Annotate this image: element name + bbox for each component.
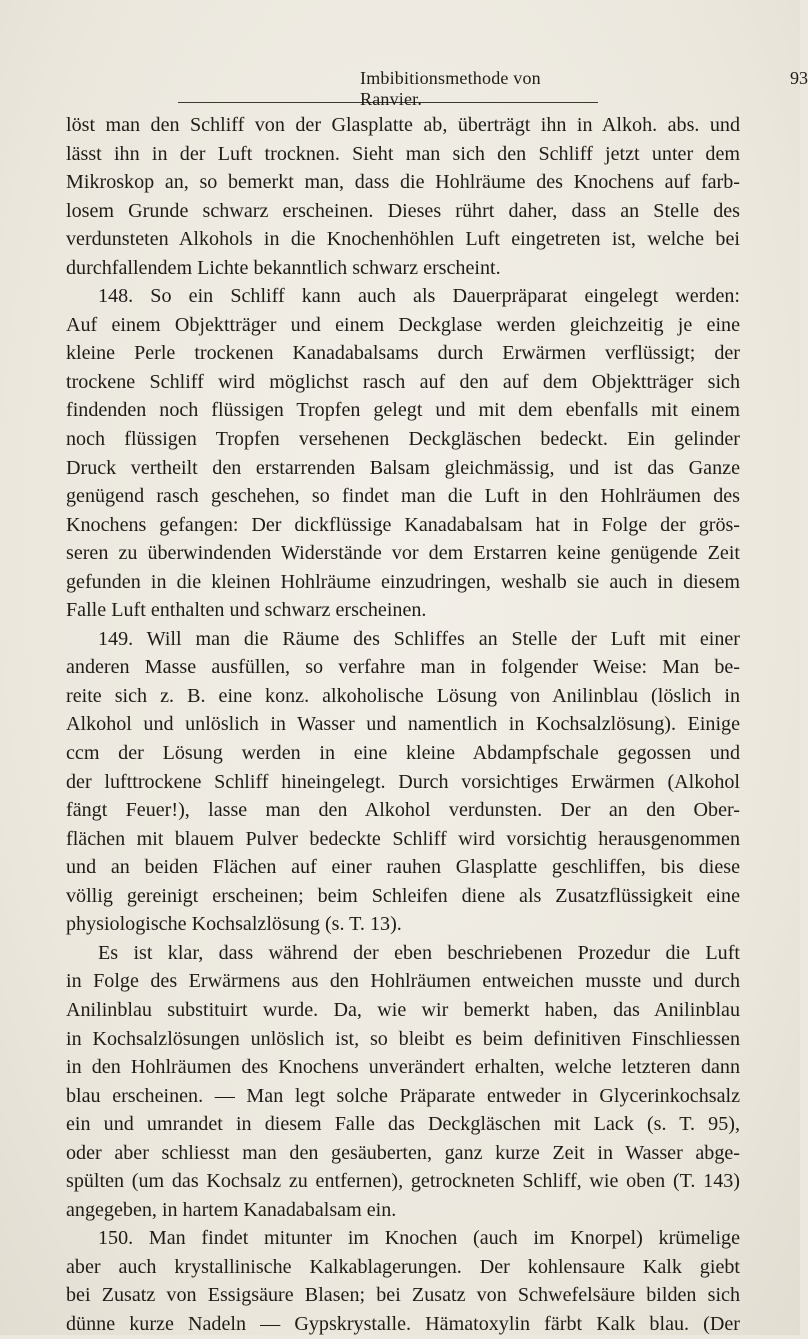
- text-line: löst man den Schliff von der Glasplatte ab, überträgt ihn in Alkoh. abs. und: [66, 114, 740, 136]
- text-line: fängt Feuer!), lasse man den Alkohol verdunsten. Der an den Ober-: [66, 799, 740, 822]
- text-line: und an beiden Flächen auf einer rauhen Glasplatte geschliffen, bis diese: [66, 856, 740, 879]
- text-line: flächen mit blauem Pulver bedeckte Schliff wird vorsichtig herausgenommen: [66, 827, 740, 850]
- text-line: reite sich z. B. eine konz. alkoholische Lösung von Anilinblau (löslich in: [66, 684, 740, 707]
- text-line: angegeben, in hartem Kanadabalsam ein.: [66, 1198, 397, 1221]
- text-line: ein und umrandet in diesem Falle das Deckgläschen mit Lack (s. T. 95),: [66, 1113, 740, 1136]
- text-line: Knochens gefangen: Der dickflüssige Kanadabalsam hat in Folge der grös-: [66, 513, 740, 536]
- text-line: in Folge des Erwärmens aus den Hohlräumen entweichen musste und durch: [66, 970, 740, 993]
- text-line: bei Zusatz von Essigsäure Blasen; bei Zusatz von Schwefelsäure bilden sich: [66, 1284, 740, 1307]
- text-line: genügend rasch geschehen, so findet man die Luft in den Hohlräumen des: [66, 485, 740, 508]
- text-line: Auf einem Objektträger und einem Deckglase werden gleichzeitig je eine: [66, 313, 740, 336]
- text-line: oder aber schliesst man den gesäuberten, ganz kurze Zeit in Wasser abge-: [66, 1141, 740, 1164]
- text-line: gefunden in die kleinen Hohlräume einzudringen, weshalb sie auch in diesem: [66, 570, 740, 593]
- text-line: trockene Schliff wird möglichst rasch auf den auf dem Objektträger sich: [66, 370, 740, 393]
- text-line: Alkohol und unlöslich in Wasser und namentlich in Kochsalzlösung). Einige: [66, 713, 740, 736]
- text-line: anderen Masse ausfüllen, so verfahre man in folgender Weise: Man be-: [66, 656, 740, 679]
- text-line: physiologische Kochsalzlösung (s. T. 13).: [66, 913, 402, 936]
- text-line: losem Grunde schwarz erscheinen. Dieses rührt daher, dass an Stelle des: [66, 199, 740, 222]
- text-line: seren zu überwindenden Widerstände vor dem Erstarren keine genügende Zeit: [66, 542, 740, 565]
- text-line: durchfallendem Lichte bekanntlich schwarz erscheint.: [66, 256, 501, 279]
- text-line: Es ist klar, dass während der eben beschriebenen Prozedur die Luft: [98, 941, 740, 964]
- text-line: lässt ihn in der Luft trocknen. Sieht man sich den Schliff jetzt unter dem: [66, 142, 740, 165]
- text-line: der lufttrockene Schliff hineingelegt. Durch vorsichtiges Erwärmen (Alkohol: [66, 770, 740, 793]
- body-text: [66, 111, 740, 1339]
- text-line: spülten (um das Kochsalz zu entfernen), getrockneten Schliff, wie oben (T. 143): [66, 1170, 740, 1193]
- text-line: findenden noch flüssigen Tropfen gelegt und mit dem ebenfalls mit einem: [66, 399, 740, 422]
- text-line: verdunsteten Alkohols in die Knochenhöhlen Luft eingetreten ist, welche bei: [66, 228, 740, 251]
- text-line: in Kochsalzlösungen unlöslich ist, so bleibt es beim definitiven Finschliessen: [66, 1027, 740, 1050]
- text-line: Mikroskop an, so bemerkt man, dass die Hohlräume des Knochens auf farb-: [66, 171, 740, 194]
- text-line: 148. So ein Schliff kann auch als Dauerpräparat eingelegt werden:: [98, 285, 740, 308]
- text-line: Falle Luft enthalten und schwarz erscheinen.: [66, 599, 427, 622]
- running-header-title: Imbibitionsmethode von Ranvier.: [360, 68, 541, 109]
- running-header: [178, 68, 808, 109]
- text-line: Anilinblau substituirt wurde. Da, wie wir bemerkt haben, das Anilinblau: [66, 998, 740, 1021]
- text-line: 150. Man findet mitunter im Knochen (auch im Knorpel) krümelige: [98, 1227, 740, 1250]
- text-line: blau erscheinen. — Man legt solche Präparate entweder in Glycerinkochsalz: [66, 1084, 740, 1107]
- text-line: in den Hohlräumen des Knochens unverändert erhalten, welche letzteren dann: [66, 1056, 740, 1079]
- text-line: Druck vertheilt den erstarrenden Balsam gleichmässig, und ist das Ganze: [66, 456, 740, 479]
- text-line: völlig gereinigt erscheinen; beim Schleifen diene als Zusatzflüssigkeit eine: [66, 884, 740, 907]
- text-line: noch flüssigen Tropfen versehenen Deckgläschen bedeckt. Ein gelinder: [66, 428, 740, 451]
- text-line: ccm der Lösung werden in eine kleine Abdampfschale gegossen und: [66, 742, 740, 765]
- text-line: 149. Will man die Räume des Schliffes an Stelle der Luft mit einer: [98, 627, 740, 650]
- text-line: aber auch krystallinische Kalkablagerungen. Der kohlensaure Kalk giebt: [66, 1255, 740, 1278]
- text-line: kleine Perle trockenen Kanadabalsams durch Erwärmen verflüssigt; der: [66, 342, 740, 365]
- page-number: 93: [790, 68, 808, 88]
- text-line: dünne kurze Nadeln — Gypskrystalle. Hämatoxylin färbt Kalk blau. (Der: [66, 1312, 740, 1335]
